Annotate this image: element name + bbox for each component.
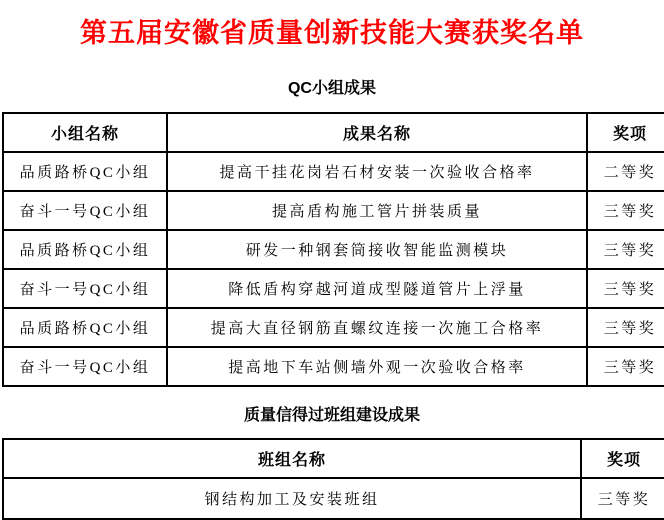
table-cell: 提高干挂花岗岩石材安装一次验收合格率	[167, 152, 587, 191]
table-cell: 钢结构加工及安装班组	[3, 478, 581, 519]
table-cell: 三等奖	[587, 191, 664, 230]
table-row	[3, 478, 664, 519]
table-cell: 三等奖	[587, 269, 664, 308]
table-row	[3, 191, 664, 230]
table-cell: 品质路桥QC小组	[3, 230, 167, 269]
column-header: 奖项	[587, 113, 664, 152]
column-header: 奖项	[581, 439, 664, 478]
table-cell: 奋斗一号QC小组	[3, 269, 167, 308]
table-cell: 三等奖	[581, 478, 664, 519]
table-cell: 降低盾构穿越河道成型隧道管片上浮量	[167, 269, 587, 308]
table-row	[3, 230, 664, 269]
table-header-row	[3, 439, 664, 478]
table-cell: 提高盾构施工管片拼装质量	[167, 191, 587, 230]
table-cell: 品质路桥QC小组	[3, 308, 167, 347]
table-cell: 二等奖	[587, 152, 664, 191]
table-cell: 品质路桥QC小组	[3, 152, 167, 191]
table-cell: 奋斗一号QC小组	[3, 191, 167, 230]
column-header: 小组名称	[3, 113, 167, 152]
section-heading-team: 质量信得过班组建设成果	[243, 407, 420, 424]
table-cell: 三等奖	[587, 347, 664, 386]
table-cell: 奋斗一号QC小组	[3, 347, 167, 386]
table-header-row	[3, 113, 664, 152]
table-row	[3, 269, 664, 308]
column-header: 成果名称	[167, 113, 587, 152]
qc-results-table	[2, 112, 664, 387]
table-row	[3, 152, 664, 191]
table-row	[3, 308, 664, 347]
table-row	[3, 347, 664, 386]
table-cell: 研发一种钢套筒接收智能监测模块	[167, 230, 587, 269]
page-title: 第五届安徽省质量创新技能大赛获奖名单	[80, 18, 584, 48]
table-cell: 提高地下车站侧墙外观一次验收合格率	[167, 347, 587, 386]
table-cell: 三等奖	[587, 308, 664, 347]
column-header: 班组名称	[3, 439, 581, 478]
section-heading-qc: QC小组成果	[287, 80, 376, 97]
table-cell: 提高大直径钢筋直螺纹连接一次施工合格率	[167, 308, 587, 347]
table-cell: 三等奖	[587, 230, 664, 269]
